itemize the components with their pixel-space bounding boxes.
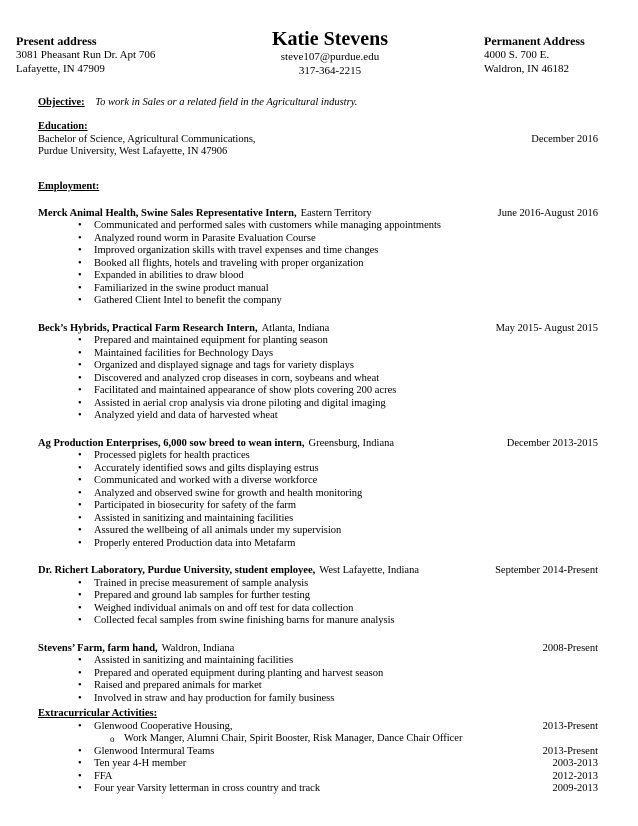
job-bullet: • Participated in biosecurity for safety of the farm <box>38 500 598 513</box>
job-date: September 2014-Present <box>495 565 598 576</box>
activity-row <box>94 758 598 771</box>
education-heading: Education: <box>38 121 88 132</box>
job-bullet: • Facilitated and maintained appearance of show plots covering 200 acres <box>38 385 598 398</box>
job-bullet: • Discovered and analyzed crop diseases in corn, soybeans and wheat <box>38 373 598 386</box>
objective-heading: Objective: <box>38 97 85 108</box>
present-address-line1: 3081 Pheasant Run Dr. Apt 706 <box>16 49 156 61</box>
education-degree: Bachelor of Science, Agricultural Communications, <box>38 133 256 145</box>
activity-item <box>38 771 598 784</box>
job-title: Beck’s Hybrids, Practical Farm Research Intern, <box>38 322 258 334</box>
job-bullet-list <box>38 335 598 423</box>
job-bullet: • Collected fecal samples from swine finishing barns for manure analysis <box>38 615 598 628</box>
activity-name: • Glenwood Cooperative Housing, <box>94 720 233 732</box>
activity-subitem: o Work Manger, Alumni Chair, Spirit Booster, Risk Manager, Dance Chair Officer <box>38 733 598 746</box>
job-bullet-list <box>38 450 598 550</box>
job-bullet: • Assured the wellbeing of all animals under my supervision <box>38 525 598 538</box>
job-date: 2008-Present <box>542 642 598 654</box>
job-title: Merck Animal Health, Swine Sales Representative Intern, <box>38 207 297 219</box>
job-heading <box>38 565 419 578</box>
employment-section <box>38 181 598 720</box>
job-bullet: • Analyzed round worm in Parasite Evaluation Course <box>38 233 598 246</box>
job-bullet-list <box>38 655 598 705</box>
job-bullet: • Trained in precise measurement of sample analysis <box>38 578 598 591</box>
objective-text: To work in Sales or a related field in the Agricultural industry. <box>95 97 358 108</box>
activity-date: 2013-Present <box>542 720 598 732</box>
activity-row <box>94 783 598 796</box>
activity-date: 2012-2013 <box>552 770 598 782</box>
activity-item <box>38 758 598 771</box>
contact-block <box>200 28 460 78</box>
job-bullet: • Communicated and worked with a diverse workforce <box>38 475 598 488</box>
job-bullet: • Processed piglets for health practices <box>38 450 598 463</box>
job-bullet: • Improved organization skills with travel expenses and time changes <box>38 245 598 258</box>
job-date: December 2013-2015 <box>506 437 598 449</box>
job-date: May 2015- August 2015 <box>495 322 598 334</box>
job-bullet: • Organized and displayed signage and tags for variety displays <box>38 360 598 373</box>
job-header-row <box>38 643 598 656</box>
activity-item <box>38 783 598 796</box>
extracurricular-section <box>38 708 598 796</box>
job-bullet: • Prepared and maintained equipment for planting season <box>38 335 598 348</box>
job-bullet: • Assisted in sanitizing and maintaining facilities <box>38 655 598 668</box>
permanent-address-block <box>484 34 585 76</box>
objective-section <box>38 97 598 110</box>
job-header-row <box>38 438 598 451</box>
job-entry <box>38 643 598 706</box>
activity-name: • Glenwood Intermural Teams <box>94 745 215 757</box>
job-entry <box>38 323 598 423</box>
activity-date: 2009-2013 <box>552 783 598 794</box>
job-bullet: • Prepared and ground lab samples for further testing <box>38 590 598 603</box>
job-heading <box>38 208 372 221</box>
employment-heading: Employment: <box>38 181 100 192</box>
job-location: Eastern Territory <box>300 207 372 219</box>
job-bullet: • Involved in straw and hay production for family business <box>38 693 598 706</box>
job-location: Waldron, Indiana <box>161 642 235 654</box>
job-header-row <box>38 208 598 221</box>
job-title: Ag Production Enterprises, 6,000 sow breed to wean intern, <box>38 437 305 449</box>
job-bullet: • Booked all flights, hotels and traveling with proper organization <box>38 258 598 271</box>
education-school: Purdue University, West Lafayette, IN 47906 <box>38 146 228 157</box>
job-title: Dr. Richert Laboratory, Purdue University, student employee, <box>38 565 316 576</box>
job-entry <box>38 438 598 551</box>
job-bullet: • Analyzed and observed swine for growth and health monitoring <box>38 488 598 501</box>
activity-row <box>94 771 598 784</box>
activity-item <box>38 721 598 734</box>
job-title: Stevens’ Farm, farm hand, <box>38 642 158 654</box>
permanent-address-title: Permanent Address <box>484 34 585 48</box>
job-bullet: • Expanded in abilities to draw blood <box>38 270 598 283</box>
activity-name: • FFA <box>94 770 113 782</box>
job-bullet-list <box>38 220 598 308</box>
job-heading <box>38 438 394 451</box>
job-location: West Lafayette, Indiana <box>319 565 419 576</box>
job-heading <box>38 643 234 656</box>
present-address-title: Present address <box>16 34 97 48</box>
education-date: December 2016 <box>531 133 598 145</box>
activity-row <box>94 721 598 734</box>
job-header-row <box>38 565 598 578</box>
education-degree-row <box>38 134 598 147</box>
job-bullet: • Weighed individual animals on and off test for data collection <box>38 603 598 616</box>
activity-date: 2013-Present <box>542 745 598 757</box>
permanent-address-line2: Waldron, IN 46182 <box>484 63 569 75</box>
activity-item <box>38 746 598 759</box>
job-bullet: • Assisted in aerial crop analysis via drone piloting and digital imaging <box>38 398 598 411</box>
job-bullet: • Accurately identified sows and gilts displaying estrus <box>38 463 598 476</box>
permanent-address-line1: 4000 S. 700 E. <box>484 49 550 61</box>
activity-name: • Four year Varsity letterman in cross country and track <box>94 783 321 794</box>
job-bullet-list <box>38 578 598 628</box>
activity-date: 2003-2013 <box>552 758 598 769</box>
job-header-row <box>38 323 598 336</box>
extracurricular-list <box>38 721 598 796</box>
email: steve107@purdue.edu <box>280 51 380 63</box>
candidate-name: Katie Stevens <box>271 28 389 50</box>
job-bullet: • Assisted in sanitizing and maintaining facilities <box>38 513 598 526</box>
job-bullet: • Raised and prepared animals for market <box>38 680 598 693</box>
job-location: Atlanta, Indiana <box>261 322 330 334</box>
job-entry <box>38 565 598 628</box>
job-bullet: • Gathered Client Intel to benefit the company <box>38 295 598 308</box>
job-bullet: • Analyzed yield and data of harvested wheat <box>38 410 598 423</box>
job-heading <box>38 323 329 336</box>
job-bullet: • Maintained facilities for Bechnology Days <box>38 348 598 361</box>
extracurricular-heading: Extracurricular Activities: <box>38 708 158 719</box>
job-location: Greensburg, Indiana <box>308 437 395 449</box>
job-date: June 2016-August 2016 <box>497 207 598 219</box>
phone: 317-364-2215 <box>298 65 362 77</box>
job-bullet: • Prepared and operated equipment during planting and harvest season <box>38 668 598 681</box>
employment-list <box>38 208 598 706</box>
job-entry <box>38 208 598 308</box>
job-bullet: • Familiarized in the swine product manual <box>38 283 598 296</box>
present-address-line2: Lafayette, IN 47909 <box>16 63 105 75</box>
present-address-block <box>16 34 155 76</box>
activity-row <box>94 746 598 759</box>
job-bullet: • Properly entered Production data into Metafarm <box>38 538 598 551</box>
education-section <box>38 121 598 159</box>
activity-name: • Ten year 4-H member <box>94 758 187 769</box>
job-bullet: • Communicated and performed sales with customers while managing appointments <box>38 220 598 233</box>
